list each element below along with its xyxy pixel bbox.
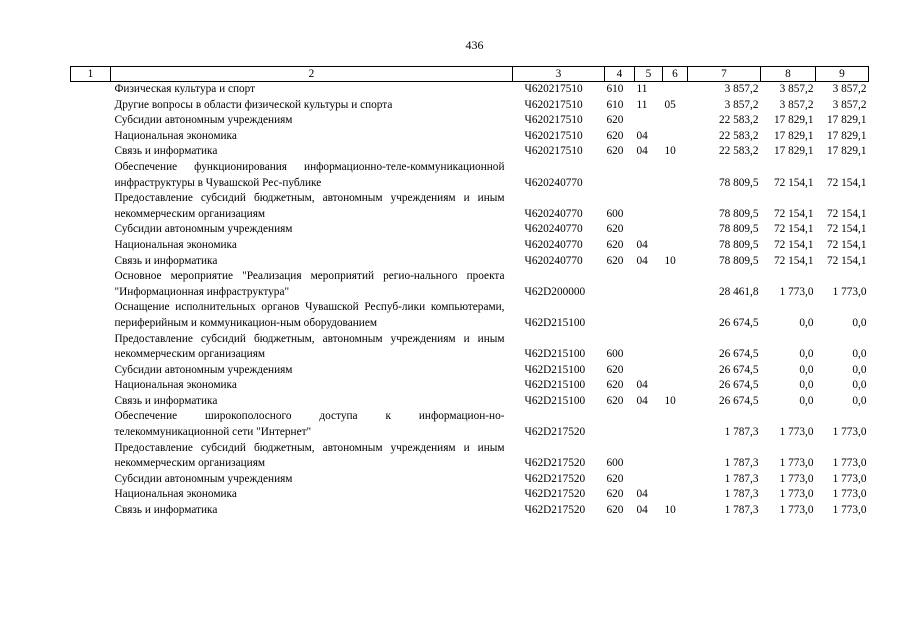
row-index — [71, 378, 111, 394]
table-row — [71, 98, 869, 114]
row-col-7: 78 809,5 — [718, 254, 759, 267]
row-col-6: 10 — [664, 394, 676, 407]
row-col-8: 1 773,0 — [779, 285, 814, 298]
row-code: Ч62D215100 — [524, 363, 586, 376]
row-col-6 — [663, 269, 688, 300]
row-code: Ч62D217520 — [524, 457, 586, 470]
table-row — [71, 363, 869, 379]
row-col-6 — [663, 472, 688, 488]
row-col-8: 0,0 — [799, 363, 814, 376]
row-col-5: 04 — [636, 504, 648, 517]
row-name: Физическая культура и спорт — [114, 83, 256, 95]
row-col-8: 17 829,1 — [773, 145, 814, 158]
row-col-7: 22 583,2 — [718, 114, 759, 127]
row-index — [71, 144, 111, 160]
row-name: Национальная экономика — [114, 379, 237, 392]
table-row — [71, 238, 869, 254]
row-name: Связь и информатика — [114, 145, 218, 158]
header-col-6: 6 — [663, 67, 688, 82]
row-code: Ч620217510 — [524, 145, 583, 158]
row-col-7: 1 787,3 — [724, 472, 759, 485]
row-name: Национальная экономика — [114, 238, 237, 251]
row-col-8: 0,0 — [799, 348, 814, 361]
row-col-5: 04 — [636, 254, 648, 267]
row-col-8: 72 154,1 — [773, 176, 814, 189]
header-col-7: 7 — [688, 67, 761, 82]
row-col-8: 3 857,2 — [779, 83, 814, 95]
row-col-5: 04 — [636, 379, 648, 392]
row-index — [71, 129, 111, 145]
header-col-3: 3 — [513, 67, 605, 82]
row-code: Ч620240770 — [524, 238, 583, 251]
row-col-9: 17 829,1 — [826, 114, 867, 127]
row-index — [71, 113, 111, 129]
row-col-8: 72 154,1 — [773, 207, 814, 220]
row-col-5 — [635, 363, 663, 379]
row-col-5: 04 — [636, 145, 648, 158]
row-name: Субсидии автономным учреждениям — [114, 472, 293, 485]
row-col-5: 11 — [636, 98, 648, 111]
row-col-7: 3 857,2 — [724, 98, 759, 111]
row-col-6 — [663, 409, 688, 440]
row-index — [71, 191, 111, 222]
row-index — [71, 222, 111, 238]
table-row — [71, 378, 869, 394]
row-col-5: 04 — [636, 394, 648, 407]
row-col-4: 620 — [606, 223, 624, 236]
table-row — [71, 409, 869, 440]
row-col-4: 610 — [606, 98, 624, 111]
table-row — [71, 191, 869, 222]
row-col-5: 04 — [636, 129, 648, 142]
row-name: Предоставление субсидий бюджетным, автономным учреждениям и иным некоммерческим организациям — [114, 441, 505, 470]
row-col-9: 0,0 — [852, 363, 867, 376]
row-name: Другие вопросы в области физической культуры и спорта — [114, 98, 393, 111]
table-row — [71, 113, 869, 129]
row-col-4: 600 — [606, 457, 624, 470]
row-col-4 — [605, 269, 635, 300]
table-row — [71, 472, 869, 488]
row-col-6 — [663, 378, 688, 394]
row-col-4 — [605, 160, 635, 191]
row-name: Субсидии автономным учреждениям — [114, 363, 293, 376]
row-col-7: 22 583,2 — [718, 145, 759, 158]
row-code: Ч62D217520 — [524, 488, 586, 501]
row-col-8: 1 773,0 — [779, 472, 814, 485]
row-col-4: 620 — [606, 129, 624, 142]
row-col-5 — [635, 441, 663, 472]
row-code: Ч62D217520 — [524, 472, 586, 485]
row-col-5 — [635, 300, 663, 331]
row-col-8: 1 773,0 — [779, 457, 814, 470]
row-col-9: 72 154,1 — [826, 254, 867, 267]
row-col-9: 1 773,0 — [832, 488, 867, 501]
row-col-9: 1 773,0 — [832, 285, 867, 298]
row-name: Оснащение исполнительных органов Чувашской Респуб-лики компьютерами, периферийным и коммуникацион-ным оборудованием — [114, 301, 505, 329]
row-index — [71, 441, 111, 472]
row-col-4: 620 — [606, 145, 624, 158]
row-index — [71, 409, 111, 440]
row-col-4: 620 — [606, 504, 624, 517]
row-code: Ч620217510 — [524, 114, 583, 127]
row-code: Ч62D215100 — [524, 348, 586, 361]
table-header — [71, 67, 869, 82]
row-col-5 — [635, 269, 663, 300]
row-name: Связь и информатика — [114, 394, 218, 407]
row-code: Ч62D217520 — [524, 504, 586, 517]
row-name: Связь и информатика — [114, 254, 218, 267]
row-index — [71, 269, 111, 300]
header-col-4: 4 — [605, 67, 635, 82]
row-index — [71, 98, 111, 114]
row-index — [71, 503, 111, 519]
row-col-6 — [663, 332, 688, 363]
row-index — [71, 363, 111, 379]
row-col-6 — [663, 113, 688, 129]
row-col-6 — [663, 160, 688, 191]
row-col-6: 05 — [664, 98, 676, 111]
row-col-4: 620 — [606, 254, 624, 267]
row-col-4 — [605, 409, 635, 440]
row-col-7: 1 787,3 — [724, 504, 759, 517]
row-col-4: 620 — [606, 114, 624, 127]
row-col-7: 26 674,5 — [718, 363, 759, 376]
row-col-4: 620 — [606, 394, 624, 407]
row-col-6 — [663, 82, 688, 98]
row-col-9: 17 829,1 — [826, 129, 867, 142]
row-index — [71, 238, 111, 254]
header-col-2: 2 — [111, 67, 513, 82]
table-row — [71, 82, 869, 98]
row-col-9: 1 773,0 — [832, 504, 867, 517]
row-col-7: 1 787,3 — [724, 426, 759, 439]
row-col-6 — [663, 441, 688, 472]
header-col-5: 5 — [635, 67, 663, 82]
row-col-8: 1 773,0 — [779, 504, 814, 517]
row-col-9: 3 857,2 — [832, 98, 867, 111]
row-col-9: 0,0 — [852, 348, 867, 361]
row-col-7: 26 674,5 — [718, 394, 759, 407]
row-code: Ч62D215100 — [524, 379, 586, 392]
row-col-7: 1 787,3 — [724, 457, 759, 470]
table-row — [71, 487, 869, 503]
row-col-9: 3 857,2 — [832, 83, 867, 95]
row-col-5: 04 — [636, 238, 648, 251]
table-row — [71, 269, 869, 300]
row-col-6 — [663, 129, 688, 145]
row-col-6 — [663, 222, 688, 238]
row-code: Ч62D200000 — [524, 285, 586, 298]
row-index — [71, 82, 111, 98]
page-number: 436 — [465, 38, 484, 52]
row-col-4: 620 — [606, 238, 624, 251]
row-col-7: 78 809,5 — [718, 207, 759, 220]
table-row — [71, 144, 869, 160]
row-col-8: 17 829,1 — [773, 129, 814, 142]
row-code: Ч62D215100 — [524, 394, 586, 407]
row-name: Национальная экономика — [114, 129, 237, 142]
row-col-5 — [635, 409, 663, 440]
header-col-8: 8 — [761, 67, 816, 82]
row-col-8: 72 154,1 — [773, 223, 814, 236]
row-col-4: 610 — [606, 83, 624, 95]
row-index — [71, 160, 111, 191]
row-col-6 — [663, 300, 688, 331]
row-col-8: 17 829,1 — [773, 114, 814, 127]
row-col-6: 10 — [664, 254, 676, 267]
row-col-9: 0,0 — [852, 316, 867, 329]
row-col-6: 10 — [664, 504, 676, 517]
row-code: Ч620240770 — [524, 223, 583, 236]
row-col-7: 78 809,5 — [718, 223, 759, 236]
row-col-7: 78 809,5 — [718, 238, 759, 251]
row-col-6 — [663, 191, 688, 222]
row-code: Ч620217510 — [524, 83, 583, 95]
table-row — [71, 441, 869, 472]
row-code: Ч620217510 — [524, 98, 583, 111]
row-col-5 — [635, 160, 663, 191]
row-col-7: 28 461,8 — [718, 285, 759, 298]
row-col-8: 3 857,2 — [779, 98, 814, 111]
row-col-4: 600 — [606, 348, 624, 361]
row-col-5: 11 — [636, 83, 648, 95]
row-col-7: 3 857,2 — [724, 83, 759, 95]
table-row — [71, 300, 869, 331]
table-row — [71, 503, 869, 519]
table-row — [71, 332, 869, 363]
row-name: Предоставление субсидий бюджетным, автономным учреждениям и иным некоммерческим организациям — [114, 192, 505, 220]
row-col-9: 1 773,0 — [832, 457, 867, 470]
row-name: Связь и информатика — [114, 504, 218, 517]
row-code: Ч620240770 — [524, 176, 583, 189]
row-col-7: 26 674,5 — [718, 316, 759, 329]
row-col-5 — [635, 191, 663, 222]
row-code: Ч620240770 — [524, 254, 583, 267]
row-col-5: 04 — [636, 488, 648, 501]
table-row — [71, 222, 869, 238]
header-col-1: 1 — [71, 67, 111, 82]
row-code: Ч620240770 — [524, 207, 583, 220]
row-col-4: 620 — [606, 379, 624, 392]
row-col-9: 72 154,1 — [826, 223, 867, 236]
header-col-9: 9 — [816, 67, 869, 82]
table-body — [71, 82, 869, 519]
table-row — [71, 254, 869, 270]
row-col-4: 620 — [606, 472, 624, 485]
row-col-8: 0,0 — [799, 394, 814, 407]
row-col-9: 0,0 — [852, 379, 867, 392]
row-col-9: 1 773,0 — [832, 472, 867, 485]
row-col-8: 72 154,1 — [773, 254, 814, 267]
row-name: Основное мероприятие "Реализация мероприятий регио-нального проекта "Информационная инфраструктура" — [114, 270, 505, 298]
header-row — [71, 67, 869, 82]
row-code: Ч62D215100 — [524, 316, 586, 329]
row-col-8: 0,0 — [799, 379, 814, 392]
row-col-9: 1 773,0 — [832, 426, 867, 439]
row-index — [71, 472, 111, 488]
row-col-6 — [663, 238, 688, 254]
budget-table — [70, 66, 869, 519]
row-col-4: 600 — [606, 207, 624, 220]
row-col-6: 10 — [664, 145, 676, 158]
row-index — [71, 300, 111, 331]
row-col-7: 78 809,5 — [718, 176, 759, 189]
row-col-4: 620 — [606, 363, 624, 376]
row-col-8: 72 154,1 — [773, 238, 814, 251]
row-col-9: 0,0 — [852, 394, 867, 407]
row-col-8: 1 773,0 — [779, 426, 814, 439]
row-col-8: 0,0 — [799, 316, 814, 329]
row-code: Ч62D217520 — [524, 426, 586, 439]
row-col-8: 1 773,0 — [779, 488, 814, 501]
table-row — [71, 394, 869, 410]
row-col-9: 72 154,1 — [826, 207, 867, 220]
row-col-5 — [635, 222, 663, 238]
row-col-6 — [663, 363, 688, 379]
row-col-4 — [605, 300, 635, 331]
row-col-7: 26 674,5 — [718, 348, 759, 361]
row-index — [71, 487, 111, 503]
row-name: Обеспечение широкополосного доступа к информацион-но-телекоммуникационной сети "Интернет" — [114, 410, 505, 439]
row-col-9: 72 154,1 — [826, 238, 867, 251]
row-col-7: 1 787,3 — [724, 488, 759, 501]
table-row — [71, 129, 869, 145]
row-col-9: 17 829,1 — [826, 145, 867, 158]
row-col-5 — [635, 332, 663, 363]
row-name: Национальная экономика — [114, 488, 237, 501]
row-col-7: 26 674,5 — [718, 379, 759, 392]
row-name: Предоставление субсидий бюджетным, автономным учреждениям и иным некоммерческим организациям — [114, 332, 505, 361]
row-col-9: 72 154,1 — [826, 176, 867, 189]
row-col-7: 22 583,2 — [718, 129, 759, 142]
row-col-5 — [635, 472, 663, 488]
row-col-6 — [663, 487, 688, 503]
row-index — [71, 394, 111, 410]
row-code: Ч620217510 — [524, 129, 583, 142]
table-row — [71, 160, 869, 191]
row-col-4: 620 — [606, 488, 624, 501]
row-index — [71, 254, 111, 270]
row-name: Обеспечение функционирования информационно-теле-коммуникационной инфраструктуры в Чувашской Рес-публике — [114, 160, 505, 189]
row-index — [71, 332, 111, 363]
row-col-5 — [635, 113, 663, 129]
row-name: Субсидии автономным учреждениям — [114, 223, 293, 236]
row-name: Субсидии автономным учреждениям — [114, 114, 293, 127]
